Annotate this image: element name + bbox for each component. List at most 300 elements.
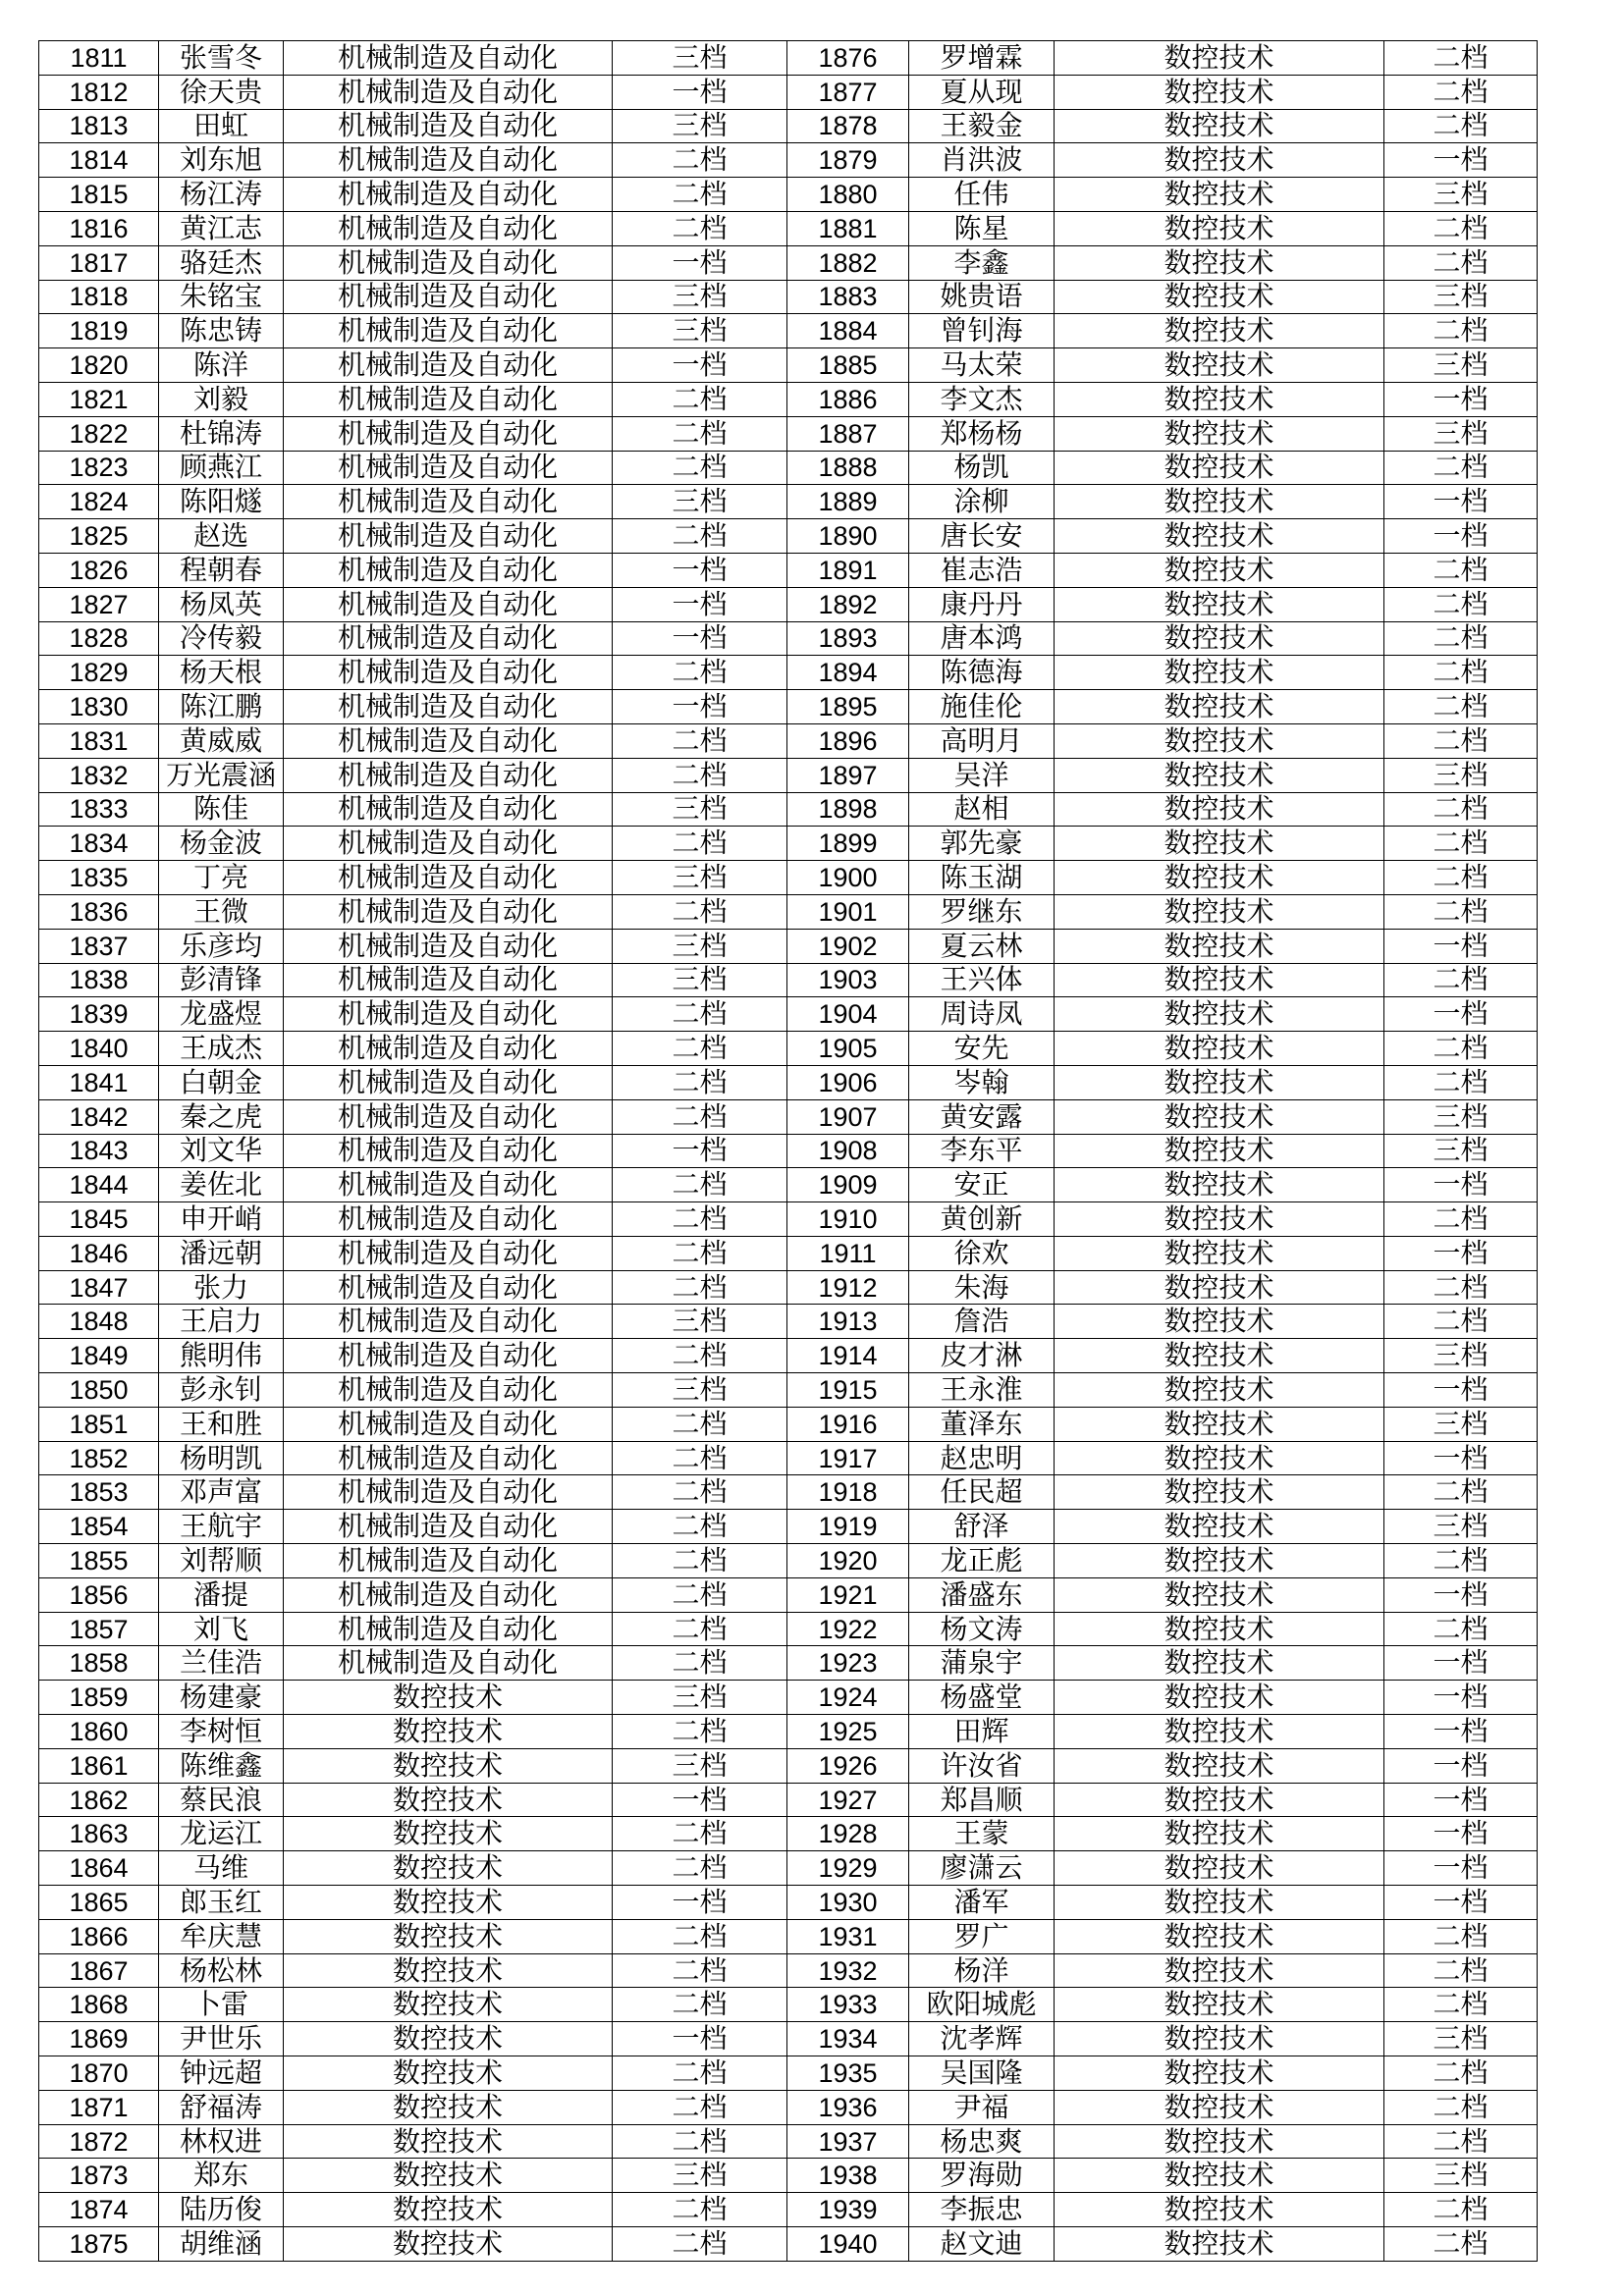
- serial-number-right: 1912: [787, 1270, 909, 1305]
- student-name-left: 杜锦涛: [159, 416, 284, 451]
- serial-number-left: 1848: [39, 1305, 159, 1339]
- major-left: 机械制造及自动化: [284, 656, 613, 690]
- grade-level-left: 二档: [613, 1441, 787, 1475]
- major-left: 数控技术: [284, 1886, 613, 1920]
- major-left: 数控技术: [284, 2193, 613, 2227]
- student-name-left: 姜佐北: [159, 1168, 284, 1202]
- major-right: 数控技术: [1055, 929, 1384, 963]
- table-row: [39, 2090, 1538, 2124]
- grade-level-left: 三档: [613, 1305, 787, 1339]
- student-name-left: 黄威威: [159, 723, 284, 758]
- serial-number-right: 1927: [787, 1783, 909, 1817]
- major-right: 数控技术: [1055, 178, 1384, 212]
- serial-number-left: 1875: [39, 2227, 159, 2262]
- student-name-right: 高明月: [909, 723, 1055, 758]
- table-row: [39, 861, 1538, 895]
- grade-level-left: 二档: [613, 894, 787, 929]
- serial-number-right: 1917: [787, 1441, 909, 1475]
- grade-level-left: 三档: [613, 109, 787, 143]
- student-name-right: 罗增霖: [909, 41, 1055, 76]
- major-left: 机械制造及自动化: [284, 587, 613, 621]
- student-name-right: 皮才淋: [909, 1339, 1055, 1373]
- grade-level-right: 三档: [1384, 348, 1538, 383]
- serial-number-left: 1862: [39, 1783, 159, 1817]
- grade-level-left: 二档: [613, 1475, 787, 1510]
- serial-number-left: 1817: [39, 245, 159, 280]
- grade-level-right: 三档: [1384, 1099, 1538, 1134]
- grade-level-left: 二档: [613, 1339, 787, 1373]
- student-name-left: 杨金波: [159, 827, 284, 861]
- major-right: 数控技术: [1055, 1646, 1384, 1681]
- grade-level-right: 二档: [1384, 1953, 1538, 1988]
- major-left: 机械制造及自动化: [284, 963, 613, 997]
- table-row: [39, 416, 1538, 451]
- serial-number-left: 1869: [39, 2022, 159, 2056]
- grade-level-left: 一档: [613, 621, 787, 656]
- grade-level-right: 三档: [1384, 1134, 1538, 1168]
- major-left: 机械制造及自动化: [284, 1270, 613, 1305]
- student-name-right: 田辉: [909, 1715, 1055, 1749]
- grade-level-right: 二档: [1384, 2090, 1538, 2124]
- student-name-right: 罗海勋: [909, 2159, 1055, 2193]
- grade-level-right: 二档: [1384, 1919, 1538, 1953]
- grade-level-left: 二档: [613, 1919, 787, 1953]
- major-left: 数控技术: [284, 2022, 613, 2056]
- grade-level-left: 二档: [613, 1032, 787, 1066]
- serial-number-left: 1824: [39, 485, 159, 519]
- grade-level-right: 二档: [1384, 587, 1538, 621]
- major-right: 数控技术: [1055, 1544, 1384, 1578]
- student-name-left: 赵选: [159, 519, 284, 554]
- serial-number-right: 1880: [787, 178, 909, 212]
- grade-level-right: 一档: [1384, 1168, 1538, 1202]
- student-name-right: 潘盛东: [909, 1577, 1055, 1612]
- serial-number-left: 1838: [39, 963, 159, 997]
- grade-level-right: 二档: [1384, 861, 1538, 895]
- grade-level-left: 三档: [613, 963, 787, 997]
- major-right: 数控技术: [1055, 2022, 1384, 2056]
- student-name-left: 潘提: [159, 1577, 284, 1612]
- grade-level-left: 二档: [613, 382, 787, 416]
- student-name-right: 夏从现: [909, 75, 1055, 109]
- serial-number-right: 1897: [787, 758, 909, 792]
- major-right: 数控技术: [1055, 109, 1384, 143]
- student-name-left: 兰佳浩: [159, 1646, 284, 1681]
- student-name-right: 王蒙: [909, 1817, 1055, 1851]
- table-row: [39, 929, 1538, 963]
- table-row: [39, 792, 1538, 827]
- major-right: 数控技术: [1055, 2124, 1384, 2159]
- student-name-left: 杨松林: [159, 1953, 284, 1988]
- grade-level-left: 三档: [613, 314, 787, 348]
- serial-number-right: 1894: [787, 656, 909, 690]
- grade-level-left: 一档: [613, 1886, 787, 1920]
- grade-level-right: 二档: [1384, 723, 1538, 758]
- serial-number-right: 1918: [787, 1475, 909, 1510]
- student-name-left: 郎玉红: [159, 1886, 284, 1920]
- serial-number-right: 1890: [787, 519, 909, 554]
- serial-number-right: 1906: [787, 1065, 909, 1099]
- serial-number-right: 1922: [787, 1612, 909, 1646]
- serial-number-right: 1921: [787, 1577, 909, 1612]
- serial-number-left: 1858: [39, 1646, 159, 1681]
- table-row: [39, 41, 1538, 76]
- serial-number-right: 1883: [787, 280, 909, 314]
- student-name-right: 杨洋: [909, 1953, 1055, 1988]
- grade-level-left: 二档: [613, 1715, 787, 1749]
- serial-number-right: 1940: [787, 2227, 909, 2262]
- major-left: 机械制造及自动化: [284, 109, 613, 143]
- major-right: 数控技术: [1055, 758, 1384, 792]
- serial-number-right: 1907: [787, 1099, 909, 1134]
- student-name-right: 王毅金: [909, 109, 1055, 143]
- serial-number-right: 1902: [787, 929, 909, 963]
- student-name-left: 徐天贵: [159, 75, 284, 109]
- serial-number-left: 1870: [39, 2056, 159, 2091]
- student-name-right: 沈孝辉: [909, 2022, 1055, 2056]
- grade-level-left: 一档: [613, 690, 787, 724]
- student-name-right: 赵相: [909, 792, 1055, 827]
- grade-level-left: 一档: [613, 1134, 787, 1168]
- grade-level-left: 二档: [613, 723, 787, 758]
- serial-number-left: 1871: [39, 2090, 159, 2124]
- major-right: 数控技术: [1055, 143, 1384, 178]
- major-right: 数控技术: [1055, 1202, 1384, 1237]
- major-left: 机械制造及自动化: [284, 1544, 613, 1578]
- grade-level-left: 二档: [613, 1510, 787, 1544]
- serial-number-left: 1833: [39, 792, 159, 827]
- grade-level-right: 三档: [1384, 1407, 1538, 1441]
- table-row: [39, 485, 1538, 519]
- serial-number-left: 1830: [39, 690, 159, 724]
- student-name-right: 马太荣: [909, 348, 1055, 383]
- student-name-right: 杨盛堂: [909, 1681, 1055, 1715]
- table-row: [39, 827, 1538, 861]
- grade-level-left: 二档: [613, 1099, 787, 1134]
- table-row: [39, 314, 1538, 348]
- serial-number-right: 1923: [787, 1646, 909, 1681]
- table-row: [39, 1988, 1538, 2022]
- serial-number-right: 1911: [787, 1236, 909, 1270]
- major-right: 数控技术: [1055, 314, 1384, 348]
- table-row: [39, 1305, 1538, 1339]
- student-name-left: 彭永钊: [159, 1373, 284, 1408]
- serial-number-left: 1855: [39, 1544, 159, 1578]
- student-name-right: 郑昌顺: [909, 1783, 1055, 1817]
- serial-number-left: 1821: [39, 382, 159, 416]
- student-name-right: 安正: [909, 1168, 1055, 1202]
- student-name-right: 潘军: [909, 1886, 1055, 1920]
- grade-level-left: 三档: [613, 2159, 787, 2193]
- grade-level-right: 二档: [1384, 827, 1538, 861]
- student-name-left: 陈江鹏: [159, 690, 284, 724]
- serial-number-left: 1874: [39, 2193, 159, 2227]
- grade-level-right: 一档: [1384, 1748, 1538, 1783]
- student-name-left: 蔡民浪: [159, 1783, 284, 1817]
- major-left: 数控技术: [284, 1851, 613, 1886]
- student-name-right: 黄安露: [909, 1099, 1055, 1134]
- grade-level-right: 二档: [1384, 1202, 1538, 1237]
- grade-level-left: 二档: [613, 2124, 787, 2159]
- table-row: [39, 1099, 1538, 1134]
- major-right: 数控技术: [1055, 894, 1384, 929]
- table-row: [39, 2056, 1538, 2091]
- grade-level-right: 二档: [1384, 1305, 1538, 1339]
- grade-level-right: 一档: [1384, 1783, 1538, 1817]
- student-name-left: 冷传毅: [159, 621, 284, 656]
- table-row: [39, 1475, 1538, 1510]
- serial-number-left: 1811: [39, 41, 159, 76]
- major-right: 数控技术: [1055, 1953, 1384, 1988]
- major-right: 数控技术: [1055, 485, 1384, 519]
- major-right: 数控技术: [1055, 1032, 1384, 1066]
- major-right: 数控技术: [1055, 211, 1384, 245]
- serial-number-right: 1892: [787, 587, 909, 621]
- student-name-left: 陈维鑫: [159, 1748, 284, 1783]
- table-row: [39, 690, 1538, 724]
- student-name-left: 刘帮顺: [159, 1544, 284, 1578]
- major-left: 机械制造及自动化: [284, 827, 613, 861]
- student-name-left: 王和胜: [159, 1407, 284, 1441]
- grade-level-right: 三档: [1384, 2159, 1538, 2193]
- student-name-left: 熊明伟: [159, 1339, 284, 1373]
- student-name-right: 姚贵语: [909, 280, 1055, 314]
- major-right: 数控技术: [1055, 1577, 1384, 1612]
- student-name-left: 王成杰: [159, 1032, 284, 1066]
- student-name-right: 欧阳城彪: [909, 1988, 1055, 2022]
- serial-number-right: 1882: [787, 245, 909, 280]
- student-name-right: 周诗凤: [909, 997, 1055, 1032]
- student-name-left: 郑东: [159, 2159, 284, 2193]
- grade-level-left: 三档: [613, 1748, 787, 1783]
- table-row: [39, 109, 1538, 143]
- table-row: [39, 1441, 1538, 1475]
- grade-level-left: 二档: [613, 758, 787, 792]
- student-name-right: 杨忠爽: [909, 2124, 1055, 2159]
- major-right: 数控技术: [1055, 723, 1384, 758]
- major-right: 数控技术: [1055, 348, 1384, 383]
- student-name-left: 黄江志: [159, 211, 284, 245]
- major-right: 数控技术: [1055, 587, 1384, 621]
- table-row: [39, 587, 1538, 621]
- major-left: 数控技术: [284, 1988, 613, 2022]
- table-row: [39, 1510, 1538, 1544]
- serial-number-left: 1850: [39, 1373, 159, 1408]
- serial-number-right: 1898: [787, 792, 909, 827]
- table-row: [39, 2124, 1538, 2159]
- grade-level-left: 二档: [613, 1953, 787, 1988]
- major-left: 数控技术: [284, 1681, 613, 1715]
- student-name-left: 白朝金: [159, 1065, 284, 1099]
- major-right: 数控技术: [1055, 1817, 1384, 1851]
- major-right: 数控技术: [1055, 1510, 1384, 1544]
- major-right: 数控技术: [1055, 1988, 1384, 2022]
- student-name-right: 罗继东: [909, 894, 1055, 929]
- grade-level-left: 二档: [613, 997, 787, 1032]
- major-left: 机械制造及自动化: [284, 1134, 613, 1168]
- major-right: 数控技术: [1055, 1886, 1384, 1920]
- table-row: [39, 894, 1538, 929]
- grade-level-left: 三档: [613, 485, 787, 519]
- student-name-right: 李东平: [909, 1134, 1055, 1168]
- serial-number-right: 1913: [787, 1305, 909, 1339]
- table-body: [39, 41, 1538, 2262]
- serial-number-left: 1831: [39, 723, 159, 758]
- serial-number-left: 1857: [39, 1612, 159, 1646]
- grade-level-left: 二档: [613, 451, 787, 485]
- major-right: 数控技术: [1055, 1099, 1384, 1134]
- table-row: [39, 1577, 1538, 1612]
- table-row: [39, 758, 1538, 792]
- major-right: 数控技术: [1055, 2090, 1384, 2124]
- major-right: 数控技术: [1055, 1134, 1384, 1168]
- grade-level-right: 一档: [1384, 929, 1538, 963]
- major-left: 机械制造及自动化: [284, 758, 613, 792]
- student-name-right: 夏云林: [909, 929, 1055, 963]
- major-left: 数控技术: [284, 1748, 613, 1783]
- major-left: 数控技术: [284, 1817, 613, 1851]
- serial-number-left: 1814: [39, 143, 159, 178]
- serial-number-left: 1825: [39, 519, 159, 554]
- grade-level-left: 二档: [613, 1988, 787, 2022]
- student-name-right: 任伟: [909, 178, 1055, 212]
- major-left: 机械制造及自动化: [284, 1510, 613, 1544]
- table-row: [39, 1612, 1538, 1646]
- student-name-left: 张雪冬: [159, 41, 284, 76]
- major-left: 机械制造及自动化: [284, 1339, 613, 1373]
- grade-level-left: 二档: [613, 1270, 787, 1305]
- student-name-left: 邓声富: [159, 1475, 284, 1510]
- major-left: 机械制造及自动化: [284, 416, 613, 451]
- major-right: 数控技术: [1055, 690, 1384, 724]
- serial-number-left: 1828: [39, 621, 159, 656]
- major-right: 数控技术: [1055, 41, 1384, 76]
- student-name-right: 赵忠明: [909, 1441, 1055, 1475]
- serial-number-left: 1865: [39, 1886, 159, 1920]
- major-right: 数控技术: [1055, 2056, 1384, 2091]
- grade-level-right: 一档: [1384, 382, 1538, 416]
- grade-level-right: 二档: [1384, 314, 1538, 348]
- major-left: 机械制造及自动化: [284, 894, 613, 929]
- grade-level-right: 三档: [1384, 178, 1538, 212]
- student-name-left: 刘文华: [159, 1134, 284, 1168]
- grade-level-right: 二档: [1384, 1065, 1538, 1099]
- serial-number-left: 1853: [39, 1475, 159, 1510]
- grade-level-right: 二档: [1384, 2056, 1538, 2091]
- major-right: 数控技术: [1055, 416, 1384, 451]
- serial-number-right: 1919: [787, 1510, 909, 1544]
- grade-level-left: 一档: [613, 348, 787, 383]
- major-left: 机械制造及自动化: [284, 348, 613, 383]
- table-row: [39, 280, 1538, 314]
- serial-number-right: 1888: [787, 451, 909, 485]
- serial-number-left: 1832: [39, 758, 159, 792]
- serial-number-right: 1884: [787, 314, 909, 348]
- major-left: 机械制造及自动化: [284, 1065, 613, 1099]
- serial-number-left: 1836: [39, 894, 159, 929]
- serial-number-left: 1840: [39, 1032, 159, 1066]
- major-left: 机械制造及自动化: [284, 1305, 613, 1339]
- major-left: 机械制造及自动化: [284, 245, 613, 280]
- grade-level-left: 二档: [613, 1407, 787, 1441]
- grade-level-left: 一档: [613, 1783, 787, 1817]
- table-row: [39, 1270, 1538, 1305]
- table-row: [39, 656, 1538, 690]
- grade-level-right: 一档: [1384, 1851, 1538, 1886]
- table-row: [39, 1817, 1538, 1851]
- serial-number-left: 1839: [39, 997, 159, 1032]
- student-name-left: 陈洋: [159, 348, 284, 383]
- student-name-right: 龙正彪: [909, 1544, 1055, 1578]
- table-row: [39, 178, 1538, 212]
- major-right: 数控技术: [1055, 1407, 1384, 1441]
- table-row: [39, 2193, 1538, 2227]
- student-name-left: 乐彦均: [159, 929, 284, 963]
- serial-number-left: 1864: [39, 1851, 159, 1886]
- student-name-right: 唐长安: [909, 519, 1055, 554]
- grade-level-right: 二档: [1384, 553, 1538, 587]
- grade-level-left: 二档: [613, 1168, 787, 1202]
- grade-level-right: 二档: [1384, 1270, 1538, 1305]
- major-right: 数控技术: [1055, 280, 1384, 314]
- student-name-left: 田虹: [159, 109, 284, 143]
- major-left: 机械制造及自动化: [284, 690, 613, 724]
- student-name-left: 刘飞: [159, 1612, 284, 1646]
- table-row: [39, 1168, 1538, 1202]
- table-row: [39, 1407, 1538, 1441]
- serial-number-right: 1929: [787, 1851, 909, 1886]
- table-row: [39, 1373, 1538, 1408]
- table-row: [39, 1851, 1538, 1886]
- grade-level-left: 二档: [613, 1202, 787, 1237]
- major-left: 机械制造及自动化: [284, 211, 613, 245]
- major-left: 机械制造及自动化: [284, 792, 613, 827]
- grade-level-right: 二档: [1384, 963, 1538, 997]
- table-row: [39, 1134, 1538, 1168]
- grade-level-right: 二档: [1384, 1544, 1538, 1578]
- serial-number-right: 1926: [787, 1748, 909, 1783]
- serial-number-right: 1905: [787, 1032, 909, 1066]
- student-name-left: 卜雷: [159, 1988, 284, 2022]
- serial-number-right: 1900: [787, 861, 909, 895]
- student-name-right: 李鑫: [909, 245, 1055, 280]
- serial-number-right: 1935: [787, 2056, 909, 2091]
- grade-level-left: 二档: [613, 416, 787, 451]
- major-right: 数控技术: [1055, 2159, 1384, 2193]
- major-left: 数控技术: [284, 2159, 613, 2193]
- student-name-left: 尹世乐: [159, 2022, 284, 2056]
- student-name-right: 舒泽: [909, 1510, 1055, 1544]
- student-name-right: 李振忠: [909, 2193, 1055, 2227]
- student-name-right: 任民超: [909, 1475, 1055, 1510]
- table-row: [39, 621, 1538, 656]
- major-left: 机械制造及自动化: [284, 314, 613, 348]
- student-name-left: 杨凤英: [159, 587, 284, 621]
- student-name-right: 唐本鸿: [909, 621, 1055, 656]
- serial-number-left: 1815: [39, 178, 159, 212]
- grade-level-left: 二档: [613, 1612, 787, 1646]
- grade-level-left: 二档: [613, 1851, 787, 1886]
- student-name-right: 郭先豪: [909, 827, 1055, 861]
- table-row: [39, 963, 1538, 997]
- table-row: [39, 1681, 1538, 1715]
- serial-number-right: 1938: [787, 2159, 909, 2193]
- serial-number-left: 1856: [39, 1577, 159, 1612]
- student-name-right: 詹浩: [909, 1305, 1055, 1339]
- student-name-left: 陈忠铸: [159, 314, 284, 348]
- grade-level-left: 三档: [613, 1681, 787, 1715]
- serial-number-right: 1909: [787, 1168, 909, 1202]
